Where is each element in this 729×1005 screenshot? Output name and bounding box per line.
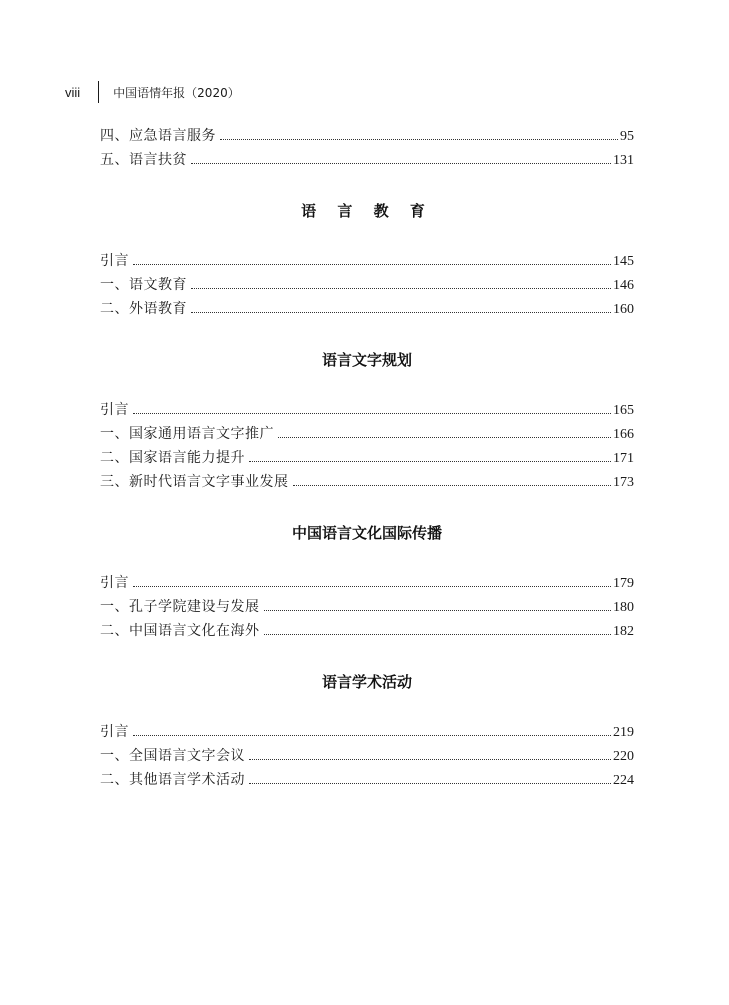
dot-leader [249, 758, 611, 760]
section-entries [100, 398, 634, 494]
entry-page-number: 146 [613, 278, 634, 293]
toc-entry[interactable] [100, 398, 634, 422]
entry-title: 二、其他语言学术活动 [100, 772, 245, 788]
entry-page-number: 182 [613, 624, 634, 639]
entry-page-number: 173 [613, 475, 634, 490]
entry-title: 引言 [100, 575, 129, 591]
section-heading: 中国语言文化国际传播 [291, 524, 442, 542]
toc-entry[interactable] [100, 768, 634, 792]
section-entries [100, 720, 634, 792]
dot-leader [191, 311, 611, 313]
header-divider [98, 81, 99, 103]
entry-page-number: 219 [613, 725, 634, 740]
section-heading: 语言文字规划 [321, 351, 412, 369]
entry-page-number: 145 [613, 254, 634, 269]
entry-title: 三、新时代语言文字事业发展 [100, 474, 289, 490]
entry-page-number: 160 [613, 302, 634, 317]
running-title: 中国语情年报（2020） [113, 85, 240, 100]
entry-title: 一、孔子学院建设与发展 [100, 599, 260, 615]
dot-leader [249, 782, 611, 784]
entry-title: 二、中国语言文化在海外 [100, 623, 260, 639]
toc-entry[interactable] [100, 249, 634, 273]
continued-entries [100, 124, 634, 172]
toc-entry[interactable] [100, 422, 634, 446]
dot-leader [249, 460, 611, 462]
entry-title: 二、外语教育 [100, 301, 187, 317]
entry-title: 引言 [100, 402, 129, 418]
dot-leader [264, 609, 612, 611]
toc-entry[interactable] [100, 619, 634, 643]
page-number: viii [65, 84, 81, 100]
entry-page-number: 220 [613, 749, 634, 764]
section-entries [100, 571, 634, 643]
entry-title: 五、语言扶贫 [100, 152, 187, 168]
dot-leader [264, 633, 612, 635]
table-of-contents [100, 124, 634, 792]
toc-entry[interactable] [100, 124, 634, 148]
dot-leader [191, 162, 611, 164]
entry-title: 一、全国语言文字会议 [100, 748, 245, 764]
toc-entry[interactable] [100, 148, 634, 172]
entry-title: 引言 [100, 253, 129, 269]
section-heading: 语 言 教 育 [301, 202, 433, 220]
entry-page-number: 180 [613, 600, 634, 615]
entry-page-number: 179 [613, 576, 634, 591]
toc-entry[interactable] [100, 720, 634, 744]
dot-leader [278, 436, 611, 438]
toc-entry[interactable] [100, 744, 634, 768]
entry-title: 引言 [100, 724, 129, 740]
toc-entry[interactable] [100, 595, 634, 619]
dot-leader [191, 287, 611, 289]
entry-page-number: 131 [613, 153, 634, 168]
entry-page-number: 166 [613, 427, 634, 442]
dot-leader [133, 734, 611, 736]
entry-page-number: 95 [620, 129, 634, 144]
section-entries [100, 249, 634, 321]
entry-title: 一、语文教育 [100, 277, 187, 293]
page-header [65, 80, 240, 104]
toc-entry[interactable] [100, 297, 634, 321]
toc-entry[interactable] [100, 273, 634, 297]
dot-leader [220, 138, 618, 140]
entry-page-number: 224 [613, 773, 634, 788]
entry-title: 二、国家语言能力提升 [100, 450, 245, 466]
entry-title: 一、国家通用语言文字推广 [100, 426, 274, 442]
toc-entry[interactable] [100, 571, 634, 595]
dot-leader [133, 585, 611, 587]
dot-leader [133, 263, 611, 265]
entry-title: 四、应急语言服务 [100, 128, 216, 144]
toc-entry[interactable] [100, 470, 634, 494]
dot-leader [133, 412, 611, 414]
entry-page-number: 165 [613, 403, 634, 418]
section-heading: 语言学术活动 [321, 673, 412, 691]
toc-entry[interactable] [100, 446, 634, 470]
entry-page-number: 171 [613, 451, 634, 466]
dot-leader [293, 484, 612, 486]
